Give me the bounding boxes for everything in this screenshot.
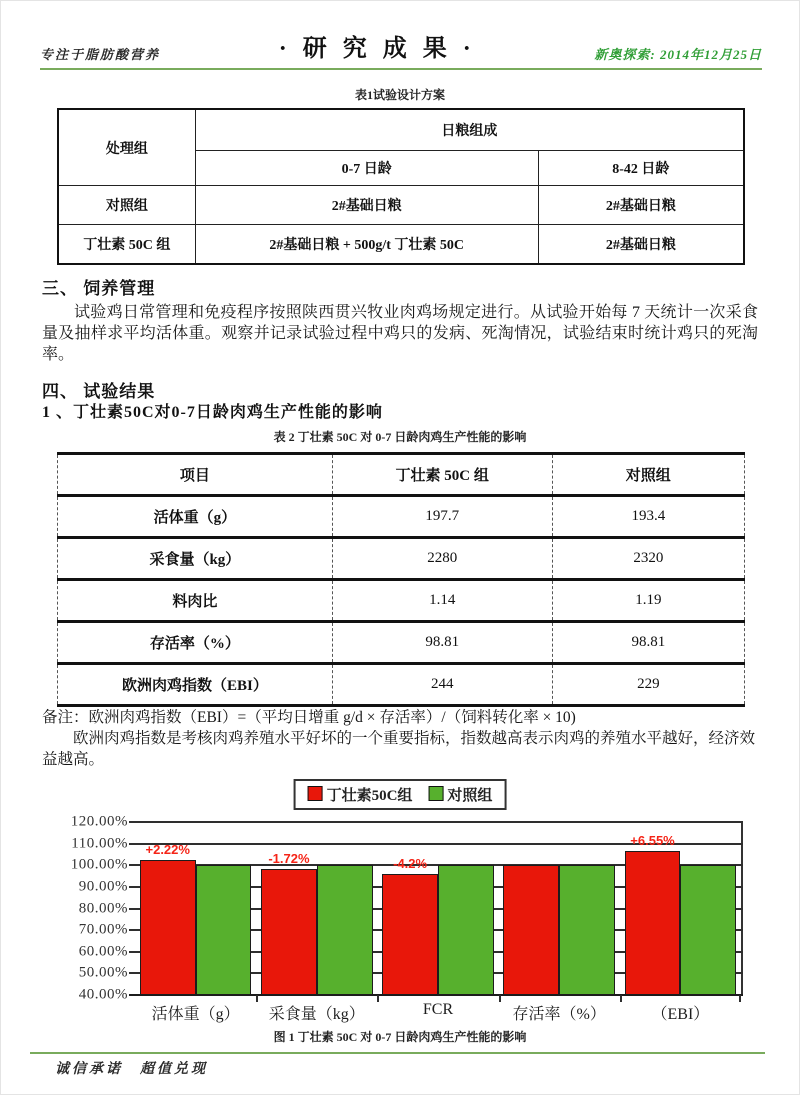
- chart-plot: [135, 822, 743, 995]
- section3-heading: 三、 饲养管理: [42, 279, 156, 298]
- table-cell: 2#基础日粮: [195, 186, 538, 225]
- bar-control: [317, 865, 373, 995]
- table-cell: 1.19: [552, 580, 744, 622]
- table-header-row: [58, 454, 745, 496]
- table2-caption: 表 2 丁壮素 50C 对 0-7 日龄肉鸡生产性能的影响: [273, 430, 527, 444]
- table-cell: 98.81: [332, 622, 552, 664]
- table-header-cell: 0-7 日龄: [195, 151, 538, 186]
- bar-control: [438, 865, 494, 995]
- bar-control: [559, 865, 615, 995]
- table-cell: 欧洲肉鸡指数（EBI）: [58, 664, 333, 706]
- y-axis: [58, 813, 128, 1003]
- y-tick-label: 80.00%: [78, 900, 128, 916]
- table-cell: 197.7: [332, 496, 552, 538]
- bar-treatment: [140, 860, 196, 995]
- legend-item-treatment: [308, 784, 413, 805]
- chart-legend: [294, 779, 507, 810]
- y-tick-label: 60.00%: [78, 943, 128, 960]
- table-cell: 229: [552, 664, 744, 706]
- gridline: [129, 821, 743, 823]
- table-cell: 采食量（kg）: [58, 538, 333, 580]
- y-tick-label: 50.00%: [78, 964, 128, 981]
- y-tick-label: 110.00%: [71, 835, 128, 852]
- bar-delta-label: -4.2%: [393, 856, 428, 872]
- table-cell: 193.4: [552, 496, 744, 538]
- table-header-cell: 8-42 日龄: [538, 151, 744, 186]
- table-header-cell: 丁壮素 50C 组: [332, 454, 552, 496]
- bar-delta-label: -1.72%: [268, 850, 310, 866]
- header-left-slogan: 专注于脂肪酸营养: [40, 47, 161, 62]
- table-row: [58, 538, 745, 580]
- table-cell: 98.81: [552, 622, 744, 664]
- table-cell: 对照组: [58, 186, 195, 225]
- y-tick-label: 90.00%: [78, 878, 128, 895]
- table2-notes: [42, 707, 758, 770]
- table-row: [58, 496, 745, 538]
- section4-heading: 四、 试验结果: [42, 382, 156, 401]
- bar-control: [196, 865, 252, 995]
- section4-subheading: 1 、丁壮素50C对0-7日龄肉鸡生产性能的影响: [42, 404, 383, 421]
- page-header: [40, 28, 762, 70]
- table-header-cell: 对照组: [552, 454, 744, 496]
- x-axis-label: 采食量（kg）: [268, 1006, 365, 1023]
- table-cell: 2#基础日粮: [538, 225, 744, 265]
- page-title: · 研 究 成 果 ·: [278, 36, 476, 62]
- section3-paragraph: 试验鸡日常管理和免疫程序按照陕西贯兴牧业肉鸡场规定进行。从试验开始每 7 天统计一次采食量及抽样求平均活体重。观察并记录试验过程中鸡只的发病、死淘情况，试验结束时统计鸡只的死淘率。: [42, 304, 758, 363]
- bar-treatment: [625, 851, 681, 995]
- x-axis-label: （EBI）: [651, 1006, 710, 1023]
- figure-caption: 图 1 丁壮素 50C 对 0-7 日龄肉鸡生产性能的影响: [273, 1030, 527, 1044]
- performance-chart: [40, 779, 760, 1047]
- table-header-cell: 日粮组成: [195, 109, 744, 151]
- x-axis-label: 存活率（%）: [512, 1006, 606, 1023]
- table-cell: 2#基础日粮: [538, 186, 744, 225]
- bar-treatment: [382, 874, 438, 995]
- bar-delta-label: +2.22%: [145, 842, 190, 858]
- table-cell: 料肉比: [58, 580, 333, 622]
- footer-divider: [30, 1052, 765, 1054]
- bar-treatment: [261, 869, 317, 995]
- legend-swatch-red: [308, 786, 323, 801]
- table-cell: 2320: [552, 538, 744, 580]
- table-row: [58, 186, 744, 225]
- results-table: [57, 452, 745, 707]
- legend-label: 对照组: [447, 788, 493, 804]
- bar-treatment: [503, 865, 559, 995]
- bar-delta-label: +6.55%: [630, 833, 675, 849]
- legend-item-control: [428, 784, 492, 805]
- legend-swatch-green: [428, 786, 443, 801]
- table-row: [58, 225, 744, 265]
- table-row: [58, 664, 745, 706]
- y-tick-label: 100.00%: [70, 856, 128, 873]
- table-cell: 丁壮素 50C 组: [58, 225, 195, 265]
- y-tick-label: 70.00%: [78, 921, 128, 938]
- x-axis-label: 活体重（g）: [151, 1006, 240, 1023]
- y-tick-label: 40.00%: [78, 986, 128, 1003]
- y-tick-label: 120.00%: [70, 813, 128, 830]
- table1-caption: 表1试验设计方案: [354, 88, 445, 102]
- table-header-cell: 处理组: [58, 109, 195, 186]
- legend-label: 丁壮素50C组: [326, 788, 413, 804]
- footer-slogan: 诚信承诺 超值兑现: [55, 1062, 208, 1077]
- x-axis-label: FCR: [422, 1001, 454, 1018]
- table-cell: 2280: [332, 538, 552, 580]
- bar-control: [680, 865, 736, 995]
- design-table: [57, 108, 745, 265]
- header-date-note: 新奥探索: 2014年12月25日: [594, 47, 762, 62]
- table-header-cell: 项目: [179, 468, 210, 484]
- table-cell: 存活率（%）: [58, 622, 333, 664]
- table-cell: 活体重（g）: [58, 496, 333, 538]
- table-cell: 1.14: [332, 580, 552, 622]
- table-cell: 2#基础日粮 + 500g/t 丁壮素 50C: [195, 225, 538, 265]
- table-row: [58, 580, 745, 622]
- note-line-2: 欧洲肉鸡指数是考核肉鸡养殖水平好坏的一个重要指标，指数越高表示肉鸡的养殖水平越好，经济效益越高。: [42, 730, 756, 768]
- table-row: [58, 622, 745, 664]
- x-axis: [135, 1001, 741, 1025]
- table-cell: 244: [332, 664, 552, 706]
- note-line-1: 备注：欧洲肉鸡指数（EBI）=（平均日增重 g/d × 存活率）/（饲料转化率 × 10): [42, 709, 576, 726]
